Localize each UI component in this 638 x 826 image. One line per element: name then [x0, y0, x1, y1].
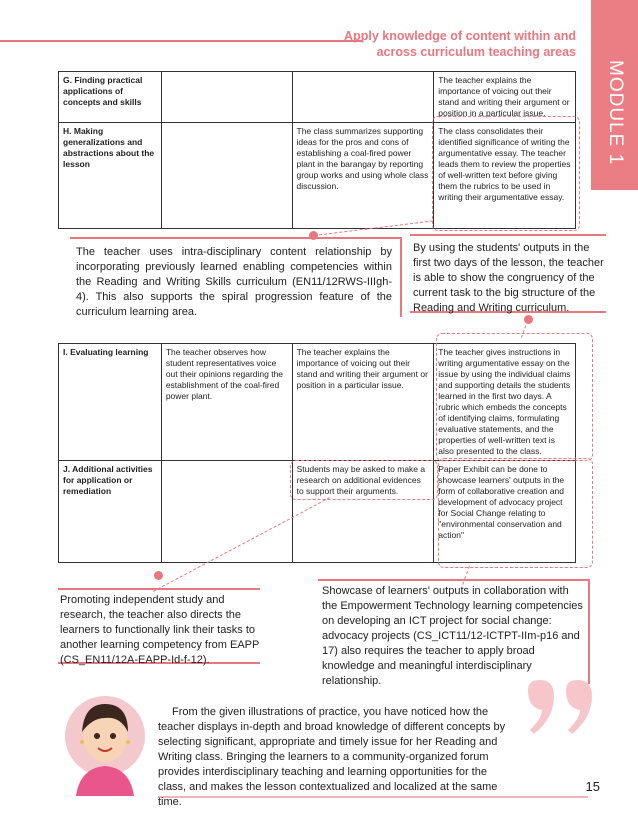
table-cell: Students may be asked to make a research on additional evidences to support their arguments. — [292, 461, 434, 563]
highlight-box — [290, 460, 438, 500]
row-label: H. Making generalizations and abstractions about the lesson — [59, 123, 162, 229]
connector-line — [462, 566, 470, 585]
connector-dot — [154, 571, 163, 580]
header-title-line2: across curriculum teaching areas — [376, 45, 576, 59]
quote-icon — [524, 676, 604, 756]
row-label: I. Evaluating learning — [59, 344, 162, 461]
table-cell — [292, 72, 434, 123]
row-label: G. Finding practical applications of concepts and skills — [59, 72, 162, 123]
note-rule — [70, 237, 400, 239]
closing-paragraph: From the given illustrations of practice, you have noticed how the teacher displays in-depth and broad knowledge of different concepts by selecting significant, appropriate and timely issue for her Reading and Writing class. Bringing the learners to a community-organized forum provides interdisciplinary teaching and learning opportunities for the class, and makes the lesson contextualized and localized at the same time. — [158, 706, 506, 808]
note-rule — [400, 237, 402, 317]
note-right-1: By using the students' outputs in the first two days of the lesson, the teacher is able to show the congruency of the current task to the big structure of the Reading and Writing curriculum. — [413, 242, 604, 314]
header-rule — [0, 40, 362, 42]
note-rule — [410, 234, 606, 236]
page-header — [344, 28, 576, 60]
table-cell — [161, 72, 292, 123]
table-cell: The teacher gives instructions in writing argumentative essay on the issue by using the individual claims and supporting details the students learned in the first two days. A rubric which embeds the concepts of identifying claims, formulating evaluative statements, and the properties of well-written text is also presented to the class. — [434, 344, 576, 461]
highlight-box — [436, 333, 593, 461]
module-label: MODULE 1 — [605, 60, 626, 166]
page-number: 15 — [585, 779, 600, 794]
table-cell: The teacher observes how student representatives voice out their opinions regarding the establishment of the coal-fired power plant. — [161, 344, 292, 461]
table-cell: The teacher explains the importance of voicing out their stand and writing their argument or position in a particular issue. — [434, 72, 576, 123]
table-cell: The class consolidates their identified significance of writing the argumentative essay. The teacher leads them to review the properties of well-written text before giving them the rubrics to be used in writing their argumentative essay. — [434, 123, 576, 229]
header-title-line1: Apply knowledge of content within and — [344, 29, 576, 43]
module-tab — [591, 0, 638, 190]
note-rule — [58, 588, 260, 590]
table-row — [59, 72, 576, 123]
table-cell — [161, 123, 292, 229]
teacher-avatar — [62, 688, 148, 798]
highlight-box — [438, 458, 593, 568]
note-left-1: The teacher uses intra-disciplinary content relationship by incorporating previously learned enabling competencies within the Reading and Writing Skills curriculum (EN11/12RWS-IIIgh-4). This also supports the spiral progression feature of the curriculum learning area. — [76, 246, 392, 318]
row-label: J. Additional activities for application or remediation — [59, 461, 162, 563]
note-rule — [588, 579, 590, 684]
note-rule — [318, 579, 590, 581]
table-cell: The class summarizes supporting ideas for the pros and cons of establishing a coal-fired power plant in the barangay by reporting group works and using whole class discussion. — [292, 123, 434, 229]
table-cell: Paper Exhibit can be done to showcase learners' outputs in the form of collaborative creation and development of advocacy project for Social Change relating to "environmental conservation and action" — [434, 461, 576, 563]
note-left-2: Promoting independent study and research, the teacher also directs the learners to functionally link their tasks to another learning competency from EAPP (CS_EN11/12A-EAPP-Id-f-12). — [60, 594, 260, 666]
highlight-box — [432, 116, 580, 231]
note-right-2: Showcase of learners' outputs in collaboration with the Empowerment Technology learning competencies on developing an ICT project for social change: advocacy projects (CS_ICT11/12-ICTPT-IIm-p16 and 17) also requires the teacher to apply broad knowledge and meaningful interdisciplinary relationship. — [322, 585, 583, 687]
table-cell: The teacher explains the importance of voicing out their stand and writing their argument or position in a particular issue. — [292, 344, 434, 461]
table-cell — [161, 461, 292, 563]
